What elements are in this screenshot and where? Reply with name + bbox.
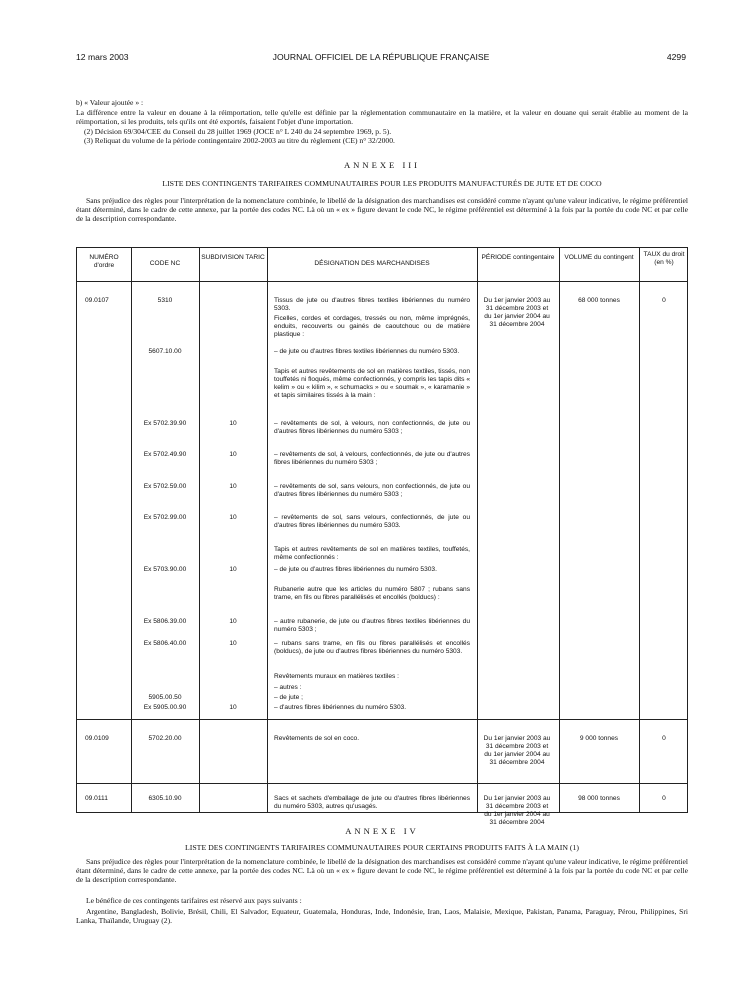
row1-subdivision: 10 [229,618,237,625]
row2-taux: 0 [662,735,666,742]
row1-volume: 68 000 tonnes [578,297,620,304]
row3-periode: Du 1er janvier 2003 au 31 décembre 2003 et du 1er janvier 2004 au 31 décembre 2004 [483,795,551,826]
row1-desc: – autres : [274,684,302,691]
row1-subdivision: 10 [229,451,237,458]
annex-4-intro: Sans préjudice des règles pour l'interprétation de la nomenclature combinée, le libellé de la désignation des marchandises est considéré comme n'ayant qu'une valeur indicative, le régime préférentiel étant déterminé, dans le cadre de cette annexe, par la portée des codes NC. Là où un « ex » figure devant le code NC, le régime préférentiel est déterminé à la fois par la portée du code NC et par celle de la description correspondante. [76,857,688,885]
row1-code: Ex 5702.99.00 [143,514,187,521]
row1-subdivision: 10 [229,483,237,490]
header-periode: PÉRIODE contingentaire [481,254,555,261]
row1-subdivision: 10 [229,566,237,573]
header-journal-title: JOURNAL OFFICIEL DE LA RÉPUBLIQUE FRANÇAISE [272,52,490,62]
row1-taux: 0 [662,297,666,304]
row1-desc: – rubans sans trame, en fils ou fibres parallélisés et encollés (bolducs), de jute ou d'autres fibres libériennes du numéro 5303. [274,640,470,655]
note-b-label: b) « Valeur ajoutée » : [76,98,144,107]
annex-3-intro: Sans préjudice des règles pour l'interprétation de la nomenclature combinée, le libellé de la désignation des marchandises est considéré comme n'ayant qu'une valeur indicative, le régime préférentiel étant déterminé, dans le cadre de cette annexe, par la portée des codes NC. Là où un « ex » figure devant le code NC, le régime préférentiel est déterminé à la fois par la portée du code NC et par celle de la description correspondante. [76,196,688,224]
row1-desc: Tissus de jute ou d'autres fibres textiles libériennes du numéro 5303. [274,297,470,312]
row1-numero: 09.0107 [85,297,109,304]
row1-code: Ex 5702.39.90 [143,420,187,427]
header-date: 12 mars 2003 [76,52,129,62]
row2-code: 5702.20.00 [148,735,182,742]
quota-table [76,247,688,826]
row1-code: Ex 5806.39.00 [143,618,187,625]
row1-desc: – revêtements de sol, à velours, confectionnés, de jute ou d'autres fibres libériennes du numéro 5303 ; [274,451,470,466]
row3-desc: Sacs et sachets d'emballage de jute ou d'autres fibres libériennes du numéro 5303, autres qu'usagés. [274,795,470,810]
row1-desc: – de jute ou d'autres fibres libériennes du numéro 5303. [274,566,437,573]
row1-subdivision: 10 [229,640,237,647]
header-code-nc: CODE NC [149,260,181,267]
annex-4-countries: Argentine, Bangladesh, Bolivie, Brésil, Chili, El Salvador, Equateur, Guatemala, Honduras, Inde, Indonésie, Iran, Laos, Malaisie, Mexique, Pakistan, Panama, Paraguay, Pérou, Philippines, Sri Lanka, Thaïlande, Uruguay (2). [76,907,688,926]
row2-periode: Du 1er janvier 2003 au 31 décembre 2003 et du 1er janvier 2004 au 31 décembre 2004 [483,735,551,766]
row3-code: 6305.10.90 [148,795,182,802]
row1-desc: – revêtements de sol, sans velours, confectionnés, de jute ou d'autres fibres libériennes du numéro 5303. [274,514,470,529]
row1-code: Ex 5905.00.90 [143,704,187,711]
row1-code: Ex 5702.49.90 [143,451,187,458]
page-header [76,52,686,66]
row1-subdivision: 10 [229,514,237,521]
row1-code: 5905.00.50 [148,694,182,701]
header-page-number: 4299 [666,52,686,62]
row1-subdivision: 10 [229,704,237,711]
header-taux: TAUX du droit (en %) [643,251,685,266]
annex-4-title: ANNEXE IV [345,826,419,836]
row1-desc: – autre rubanerie, de jute ou d'autres fibres textiles libériennes du numéro 5303 ; [274,618,470,633]
row1-subdivision: 10 [229,420,237,427]
row2-volume: 9 000 tonnes [579,735,619,742]
note-b-text: La différence entre la valeur en douane à la réimportation, telle qu'elle est définie par la réglementation communautaire en la matière, et la valeur en douane qui serait établie au moment de la réimportation, si les produits, tels qu'ils ont été exportés, faisaient l'objet d'une importation. [76,108,688,127]
row1-desc: – de jute ou d'autres fibres textiles libériennes du numéro 5303. [274,348,460,355]
row1-desc: Ficelles, cordes et cordages, tressés ou non, même imprégnés, enduits, recouverts ou gainés de caoutchouc ou de matière plastique : [274,315,470,338]
row1-code: Ex 5806.40.00 [143,640,187,647]
header-volume: VOLUME du contingent [564,254,634,261]
annex-3-title: ANNEXE III [343,160,421,170]
row3-taux: 0 [662,795,666,802]
row1-code: Ex 5702.59.00 [143,483,187,490]
row3-volume: 98 000 tonnes [578,795,620,802]
row1-desc: – revêtements de sol, sans velours, non confectionnés, de jute ou d'autres fibres libériennes du numéro 5303 ; [274,483,470,498]
row2-numero: 09.0109 [85,735,109,742]
row1-desc: Revêtements muraux en matières textiles : [274,673,399,680]
row1-desc: – d'autres fibres libériennes du numéro 5303. [274,704,407,711]
note-3: (3) Reliquat du volume de la période contingentaire 2002-2003 au titre du règlement (CE) n° 32/2000. [84,136,395,145]
row1-periode: Du 1er janvier 2003 au 31 décembre 2003 et du 1er janvier 2004 au 31 décembre 2004 [483,297,551,328]
row1-code: 5607.10.00 [148,348,182,355]
row1-desc: Tapis et autres revêtements de sol en matières textiles, tissés, non touffetés ni floqués, même confectionnés, y compris les tapis dits « kelim » ou « kilim », « schumacks » ou « soumak », « karamanie » et tapis similaires tissés à la main : [274,368,470,399]
row1-desc: – de jute ; [274,694,303,701]
row1-desc: Tapis et autres revêtements de sol en matières textiles, touffetés, même confectionnés : [274,546,470,561]
header-designation: DÉSIGNATION DES MARCHANDISES [314,260,430,267]
row1-code: Ex 5703.90.00 [143,566,187,573]
row1-code: 5310 [157,297,173,304]
header-subdivision: SUBDIVISION TARIC [201,254,265,261]
row3-numero: 09.0111 [85,795,108,802]
row2-desc: Revêtements de sol en coco. [274,735,360,742]
annex-4-subtitle: LISTE DES CONTINGENTS TARIFAIRES COMMUNAUTAIRES POUR CERTAINS PRODUITS FAITS À LA MAIN (1) [184,843,579,852]
annex-4-benefit: Le bénéfice de ces contingents tarifaires est réservé aux pays suivants : [86,896,302,905]
annex-3-subtitle: LISTE DES CONTINGENTS TARIFAIRES COMMUNAUTAIRES POUR LES PRODUITS MANUFACTURÉS DE JUTE ET DE COCO [162,179,602,188]
note-2: (2) Décision 69/304/CEE du Conseil du 28 juillet 1969 (JOCE n° L 240 du 24 septembre 1969, p. 5). [84,127,392,136]
header-numero: NUMÉRO d'ordre [89,254,119,269]
row1-desc: – revêtements de sol, à velours, non confectionnés, de jute ou d'autres fibres libériennes du numéro 5303 ; [274,420,470,435]
row1-desc: Rubanerie autre que les articles du numéro 5807 ; rubans sans trame, en fils ou fibres parallélisés et encollés (bolducs) : [274,586,470,601]
